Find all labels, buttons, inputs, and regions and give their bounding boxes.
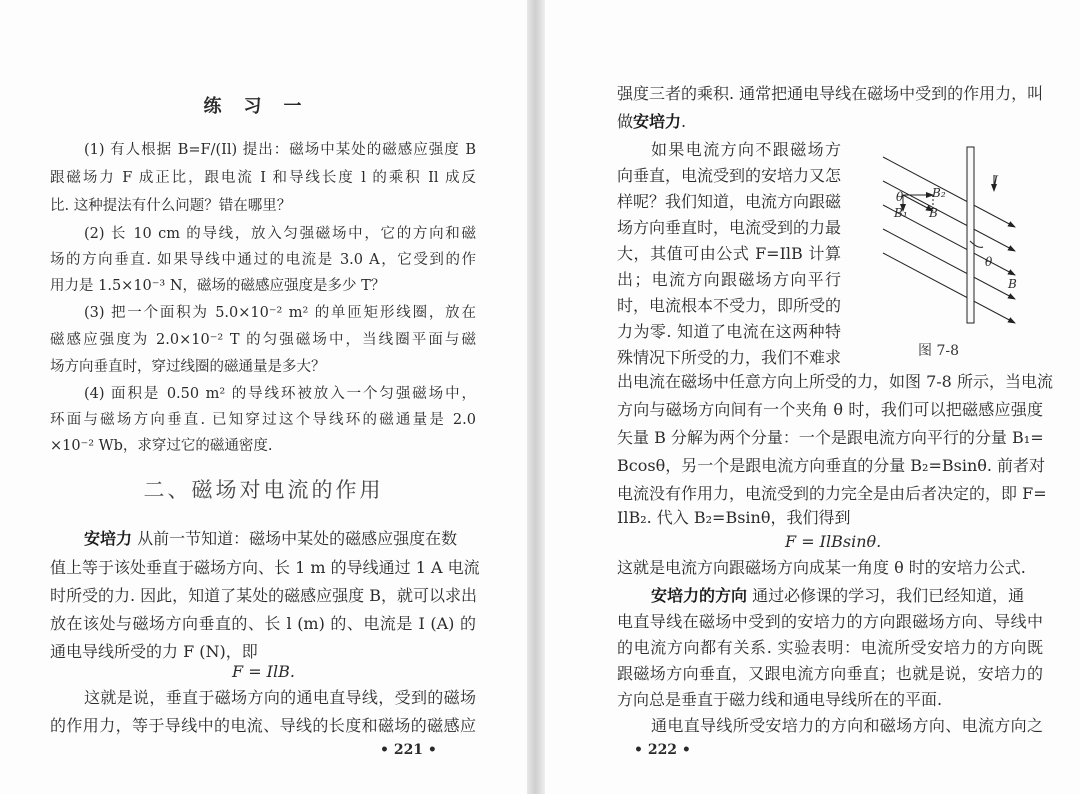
label-theta: θ	[985, 255, 993, 269]
paragraph-line: 通电直导线所受安培力的方向和磁场方向、电流方向之	[651, 716, 1043, 735]
vector-decomposition	[903, 175, 994, 247]
label-b-field: B	[1008, 277, 1017, 291]
paragraph-line: 通电导线所受的力 F (N)，即	[50, 642, 258, 661]
paragraph-line: 的作用力，等于导线中的电流、导线的长度和磁场的磁感应	[50, 716, 476, 735]
wrap-line: 时，电流根本不受力，即所受的	[617, 296, 842, 315]
page-number: • 221 •	[380, 742, 437, 758]
wrap-line: 殊情况下所受的力，我们不难求	[617, 348, 842, 367]
exercise-line: (2) 长 10 cm 的导线，放入匀强磁场中，它的方向和磁	[84, 226, 476, 242]
page-number: • 222 •	[634, 742, 691, 758]
paragraph-line: 强度三者的乘积. 通常把通电导线在磁场中受到的作用力，叫	[617, 84, 1044, 103]
paragraph-text: 通过必修课的学习，我们已经知道，通	[752, 586, 1025, 605]
wrap-line: 场方向垂直时，电流受到的力最	[617, 218, 842, 237]
paragraph-line	[617, 112, 686, 132]
paragraph-line: 放在该处与磁场方向垂直的、长 l (m) 的、电流是 I (A) 的	[50, 614, 476, 633]
label-theta-small: θ	[896, 190, 904, 204]
paragraph-line: Bcosθ，另一个是跟电流方向垂直的分量 B₂=Bsinθ. 前者对	[617, 456, 1046, 475]
paragraph-line	[84, 529, 476, 549]
exercise-line: 磁感应强度为 2.0×10⁻² T 的匀强磁场中，当线圈平面与磁	[50, 332, 476, 348]
label-b1: B₁	[894, 206, 908, 220]
paragraph-line: 的电流方向都有关系. 实验表明：电流所受安培力的方向既	[617, 638, 1043, 657]
paragraph-line: 电直导线在磁场中受到的安培力的方向跟磁场方向、导线中	[617, 612, 1043, 631]
formula-ilb: F = IlB.	[232, 662, 295, 681]
paragraph-line: 这就是电流方向跟磁场方向成某一角度 θ 时的安培力公式.	[617, 558, 1026, 577]
paragraph-line: 时所受的力. 因此，知道了某处的磁感应强度 B，就可以求出	[50, 586, 478, 605]
paragraph-line: 矢量 B 分解为两个分量：一个是跟电流方向平行的分量 B₁=	[617, 428, 1044, 447]
label-current: I	[993, 174, 999, 189]
figure-7-8	[875, 145, 1035, 335]
paragraph-line: IlB₂. 代入 B₂=Bsinθ，我们得到	[617, 508, 851, 527]
paragraph-line: 跟磁场方向垂直，又跟电流方向垂直；也就是说，安培力的	[617, 664, 1043, 683]
exercise-line: (4) 面积是 0.50 m² 的导线环被放入一个匀强磁场中，	[84, 386, 476, 402]
formula-ilbsin: F = IlBsinθ.	[785, 532, 882, 551]
exercise-line: 场的方向垂直. 如果导线中通过的电流是 3.0 A，它受到的作	[50, 252, 476, 268]
wrap-line: 大，其值可由公式 F=IlB 计算	[617, 244, 841, 263]
paragraph-line: 方向与磁场方向间有一个夹角 θ 时，我们可以把磁感应强度	[617, 400, 1043, 419]
term-ampere-force: 安培力	[633, 112, 682, 131]
wrap-line: 向垂直，电流受到的安培力又怎	[617, 166, 842, 185]
paragraph-line: 方向总是垂直于磁力线和通电导线所在的平面.	[617, 690, 943, 709]
wrap-line: 力为零. 知道了电流在这两种特	[617, 322, 841, 341]
term-ampere-force: 安培力	[84, 529, 133, 548]
exercise-line: (3) 把一个面积为 5.0×10⁻² m² 的单匝矩形线圈，放在	[84, 305, 476, 321]
exercise-line: ×10⁻² Wb，求穿过它的磁通密度.	[50, 438, 273, 454]
paragraph-text: 从前一节知道：磁场中某处的磁感应强度在数	[137, 529, 458, 548]
paragraph-line: 这就是说，垂直于磁场方向的通电直导线，受到的磁场	[84, 688, 476, 707]
paragraph-line: 出电流在磁场中任意方向上所受的力，如图 7-8 所示，当电流	[617, 372, 1053, 391]
exercise-line: 跟磁场力 F 成正比，跟电流 I 和导线长度 l 的乘积 Il 成反	[50, 170, 476, 186]
paragraph-line: 值上等于该处垂直于磁场方向、长 1 m 的导线通过 1 A 电流	[50, 558, 480, 577]
paragraph-text: 做	[617, 112, 634, 131]
exercise-title: 练习一	[203, 96, 324, 117]
wrap-line: 出；电流方向跟磁场方向平行	[617, 270, 841, 289]
paragraph-text: .	[681, 112, 687, 131]
section-title: 二、磁场对电流的作用	[143, 478, 384, 502]
label-b-vector: B	[929, 206, 938, 220]
term-force-direction: 安培力的方向	[651, 586, 748, 605]
wrap-line: 样呢？我们知道，电流方向跟磁	[617, 192, 842, 211]
exercise-line: 场方向垂直时，穿过线圈的磁通量是多大？	[50, 359, 326, 375]
label-b2: B₂	[932, 186, 946, 200]
paragraph-line	[651, 586, 1043, 606]
wire	[967, 147, 974, 323]
exercise-line: 比. 这种提法有什么问题？错在哪里？	[50, 198, 292, 214]
book-gutter	[527, 0, 545, 794]
figure-caption: 图 7-8	[918, 343, 959, 359]
exercise-line: 用力是 1.5×10⁻³ N，磁场的磁感应强度是多少 T？	[50, 278, 386, 294]
paragraph-line: 电流没有作用力，电流受到的力完全是由后者决定的，即 F=	[617, 484, 1047, 503]
exercise-line: 环面与磁场方向垂直. 已知穿过这个导线环的磁通量是 2.0	[50, 412, 476, 428]
exercise-line: (1) 有人根据 B=F/(Il) 提出：磁场中某处的磁感应强度 B	[84, 142, 476, 158]
wrap-line: 如果电流方向不跟磁场方	[651, 140, 841, 159]
